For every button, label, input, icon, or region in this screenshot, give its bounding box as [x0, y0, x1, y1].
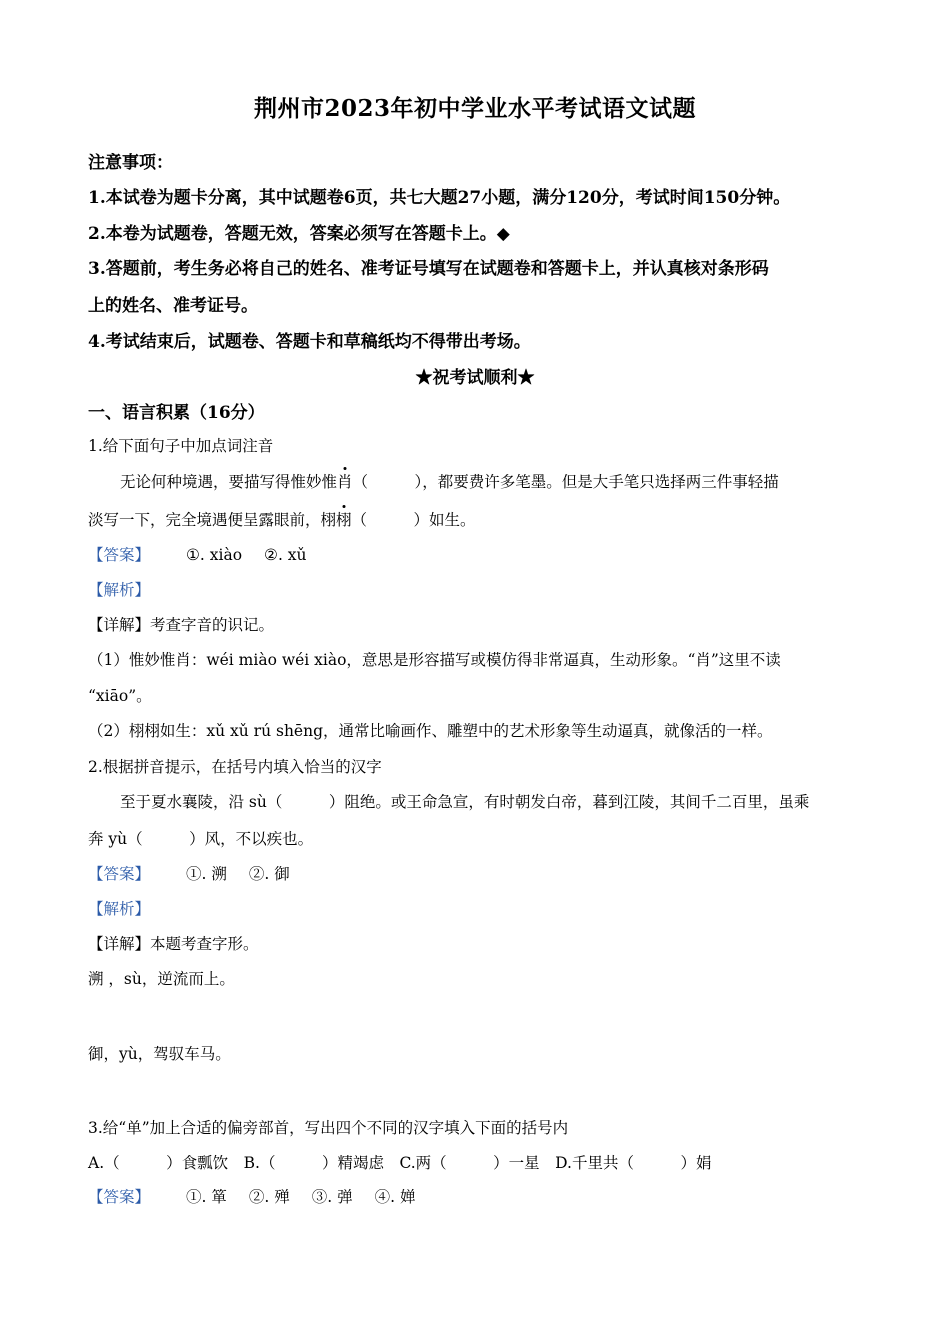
good-luck-banner: ★祝考试顺利★: [415, 368, 535, 388]
notice-item-4: 4.考试结束后，试题卷、答题卡和草稿纸均不得带出考场。: [88, 332, 531, 352]
emphasis-dot-char: 栩: [336, 508, 352, 530]
q1-passage-line-1: 无论何种境遇，要描写得惟妙惟肖（ ），都要费许多笔墨。但是大手笔只选择两三件事轻描: [120, 470, 779, 492]
emphasis-dot-char: 肖: [337, 470, 353, 492]
notice-item-3-cont: 上的姓名、准考证号。: [88, 296, 258, 316]
q2-detail-1: 溯 ，sù，逆流而上。: [88, 970, 235, 988]
q2-detail-2: 御，yù，驾驭车马。: [88, 1045, 231, 1063]
q2-passage-line-1: 至于夏水襄陵，沿 sù（ ）阻绝。或王命急宣，有时朝发白帝，暮到江陵，其间千二百里，虽乘: [120, 793, 810, 811]
answer-label: 【答案】: [88, 1188, 151, 1206]
q2-analysis-label: 【解析】: [88, 900, 151, 918]
answer-label: 【答案】: [88, 865, 151, 883]
notice-heading: 注意事项：: [88, 153, 173, 173]
notice-item-2: 2.本卷为试题卷，答题无效，答案必须写在答题卡上。◆: [88, 224, 510, 244]
q1-passage-line-2: 淡写一下，完全境遇便呈露眼前，栩栩（ ）如生。: [88, 508, 476, 530]
q1-answer: 【答案】 ①. xiào ②. xǔ: [88, 546, 307, 564]
notice-item-1: 1.本试卷为题卡分离，其中试题卷6页，共七大题27小题，满分120分，考试时间150分钟。: [88, 188, 791, 208]
page-title: 荆州市2023年初中学业水平考试语文试题: [253, 95, 696, 122]
q3-options: A.（ ）食瓢饮 B.（ ）精竭虑 C.两（ ）一星 D.千里共（ ）娟: [88, 1154, 712, 1172]
q1-detail-1-cont: “xiāo”。: [88, 687, 152, 705]
q1-stem: 1.给下面句子中加点词注音: [88, 437, 274, 455]
q1-detail-1: （1）惟妙惟肖：wéi miào wéi xiào，意思是形容描写或模仿得非常逼真，生动形象。“肖”这里不读: [88, 651, 781, 669]
q1-detail: 【详解】考查字音的识记。: [88, 616, 275, 634]
q3-answer: 【答案】 ①. 箪 ②. 殚 ③. 弹 ④. 婵: [88, 1188, 416, 1206]
q2-passage-line-2: 奔 yù（ ）风，不以疾也。: [88, 830, 314, 848]
section-heading: 一、语言积累（16分）: [88, 403, 265, 423]
q2-detail: 【详解】本题考查字形。: [88, 935, 259, 953]
q1-detail-2: （2）栩栩如生：xǔ xǔ rú shēng，通常比喻画作、雕塑中的艺术形象等生动逼真，就像活的一样。: [88, 722, 773, 740]
answer-label: 【答案】: [88, 546, 151, 564]
q2-stem: 2.根据拼音提示，在括号内填入恰当的汉字: [88, 758, 382, 776]
q2-answer: 【答案】 ①. 溯 ②. 御: [88, 865, 290, 883]
q1-analysis-label: 【解析】: [88, 581, 151, 599]
notice-item-3: 3.答题前，考生务必将自己的姓名、准考证号填写在试题卷和答题卡上，并认真核对条形码: [88, 259, 769, 279]
q3-stem: 3.给“单”加上合适的偏旁部首，写出四个不同的汉字填入下面的括号内: [88, 1119, 569, 1137]
